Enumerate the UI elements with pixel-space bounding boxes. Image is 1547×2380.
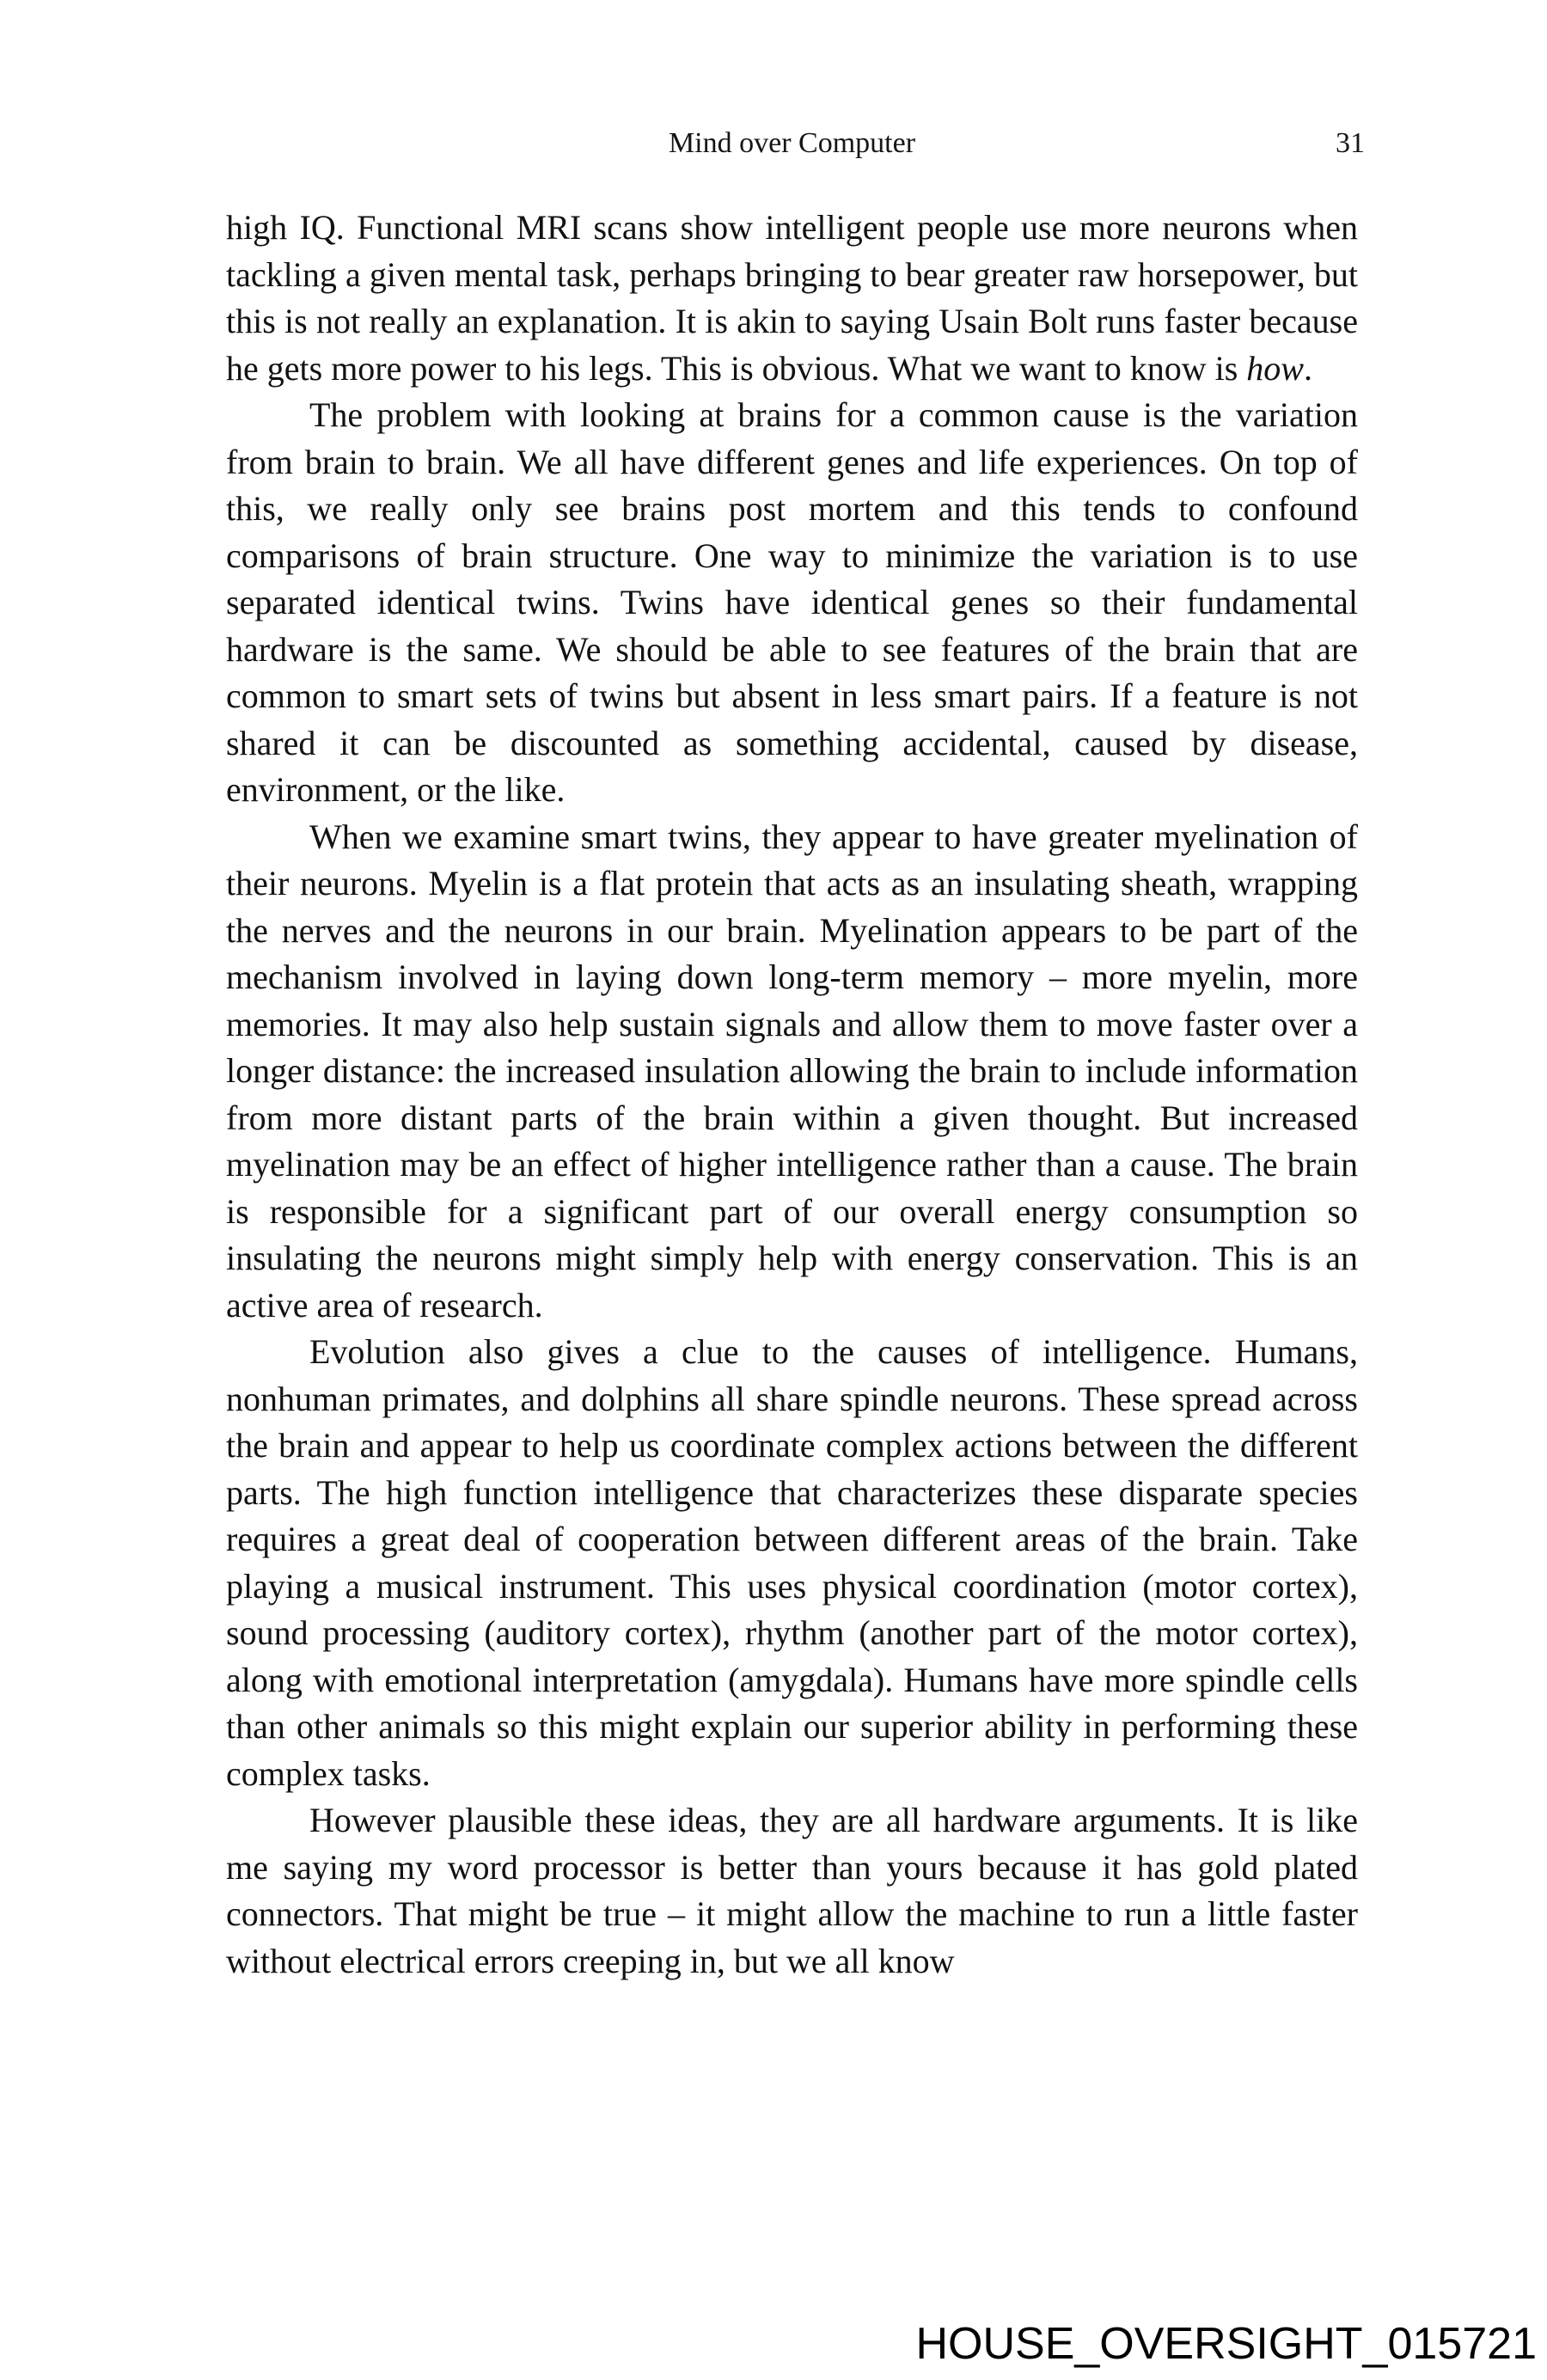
body-paragraph-3: When we examine smart twins, they appear to have greater myelination of their neurons. Myelin is a flat protein that acts as an insulating sheath, wrapping the nerves and the neurons in our brain. Myelination appears to be part of the mechanism involved in laying down long-term memory – more myelin, more memories. It may also help sustain signals and allow them to move faster over a longer distance: the increased insulation allowing the brain to include information from more distant parts of the brain within a given thought. But increased myelination may be an effect of higher intelligence rather than a cause. The brain is responsible for a significant part of our overall energy consumption so insulating the neurons might simply help with energy conservation. This is an active area of research. [226, 817, 1358, 1325]
page-header [226, 127, 1365, 167]
body-paragraph-4: Evolution also gives a clue to the causes of intelligence. Humans, nonhuman primates, and dolphins all share spindle neurons. These spread across the brain and appear to help us coordinate complex actions between the different parts. The high function intelligence that characterizes these disparate species requires a great deal of cooperation between different areas of the brain. Take playing a musical instrument. This uses physical coordination (motor cortex), sound processing (auditory cortex), rhythm (another part of the motor cortex), along with emotional interpretation (amygdala). Humans have more spindle cells than other animals so this might explain our superior ability in performing these complex tasks. [226, 1332, 1358, 1793]
paragraph-1-period: . [1303, 348, 1312, 388]
paragraph-1-italic-word: how [1246, 348, 1304, 388]
oversight-watermark: HOUSE_OVERSIGHT_015721 [915, 2319, 1537, 2369]
body-paragraph-1 [226, 205, 1358, 392]
body-paragraph-2: The problem with looking at brains for a common cause is the variation from brain to brain. We all have different genes and life experiences. On top of this, we really only see brains post mortem and this tends to confound comparisons of brain structure. One way to minimize the variation is to use separated identical twins. Twins have identical genes so their fundamental hardware is the same. We should be able to see features of the brain that are common to smart sets of twins but absent in less smart pairs. If a feature is not shared it can be discounted as something accidental, caused by disease, environment, or the like. [226, 395, 1358, 809]
body-paragraph-5: However plausible these ideas, they are all hardware arguments. It is like me saying my word processor is better than yours because it has gold plated connectors. That might be true – it might allow the machine to run a little faster without electrical errors creeping in, but we all know [226, 1801, 1358, 1980]
paragraph-1-text: high IQ. Functional MRI scans show intelligent people use more neurons when tackling a given mental task, perhaps bringing to bear greater raw horsepower, but this is not really an explanation. It is akin to saying Usain Bolt runs faster because he gets more power to his legs. This is obvious. What we want to know is [226, 208, 1358, 388]
page-number: 31 [1336, 127, 1365, 159]
page-body [226, 205, 1358, 1985]
running-title: Mind over Computer [668, 127, 916, 159]
